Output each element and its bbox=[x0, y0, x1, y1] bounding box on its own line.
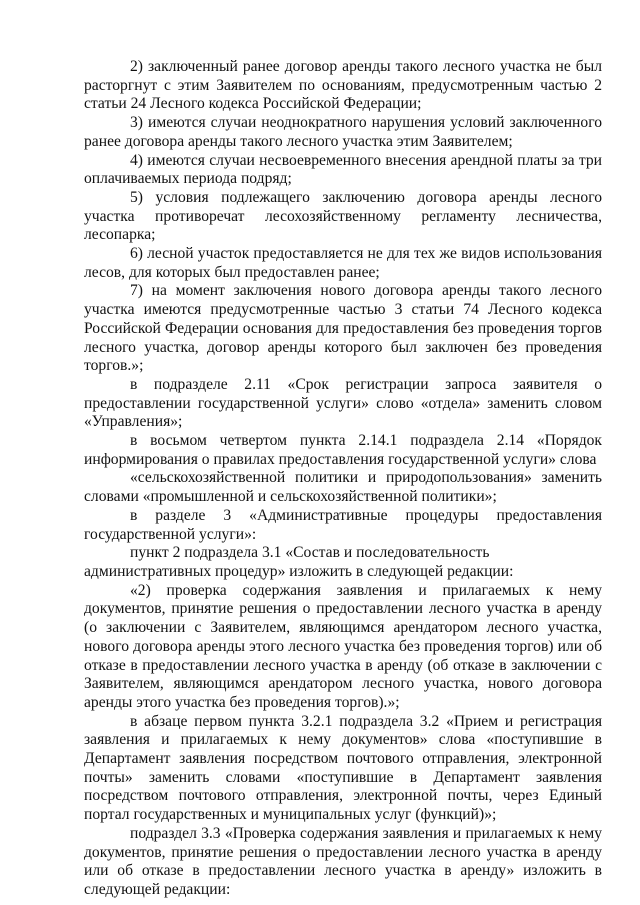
paragraph-replace-words: «сельскохозяйственной политики и природопользования» заменить словами «промышленной и сельскохозяйственной политики»; bbox=[84, 469, 602, 506]
paragraph-subsection-2-14: в восьмом четвертом пункта 2.14.1 подраздела 2.14 «Порядок информирования о правилах предоставления государственной услуги» слова bbox=[84, 432, 602, 468]
paragraph-new-item-2: «2) проверка содержания заявления и прилагаемых к нему документов, принятие решения о предоставлении лесного участка в аренду (о заключении с Заявителем, являющимся арендатором лесного участка, нового договора аренды этого лесного участка без проведения торгов) или об отказе в предоставлении лесного участка в аренду (об отказе в заключении с Заявителем, являющимся арендатором лесного участка, нового договора аренды этого участка без проведения торгов).»; bbox=[84, 581, 602, 711]
paragraph-subsection-2-11: в подразделе 2.11 «Срок регистрации запроса заявителя о предоставлении государственной услуги» слово «отдела» заменить словом «Управления»; bbox=[84, 375, 602, 431]
paragraph-item-7: 7) на момент заключения нового договора аренды такого лесного участка имеются предусмотренные частью 3 статьи 74 Лесного кодекса Российской Федерации основания для предоставления без проведения торгов лесного участка, договор аренды которого был заключен без проведения торгов.»; bbox=[84, 282, 602, 375]
paragraph-subsection-3-1: пункт 2 подраздела 3.1 «Состав и последовательность bbox=[130, 544, 490, 562]
paragraph-section-3: в разделе 3 «Административные процедуры предоставления государственной услуги»: bbox=[84, 506, 602, 543]
paragraph-item-6: 6) лесной участок предоставляется не для тех же видов использования лесов, для которых был предоставлен ранее; bbox=[84, 245, 602, 281]
paragraph-subsection-3-1-continued: административных процедур» изложить в следующей редакции: bbox=[84, 562, 514, 580]
paragraph-item-4: 4) имеются случаи несвоевременного внесения арендной платы за три оплачиваемых периода подряд; bbox=[84, 151, 602, 188]
paragraph-item-2: 2) заключенный ранее договор аренды такого лесного участка не был расторгнут с этим Заявителем по основаниям, предусмотренным частью 2 статьи 24 Лесного кодекса Российской Федерации; bbox=[84, 58, 602, 113]
document-page bbox=[84, 58, 602, 900]
paragraph-item-5: 5) условия подлежащего заключению договора аренды лесного участка противоречат лесохозяйственному регламенту лесничества, лесопарка; bbox=[84, 188, 602, 244]
paragraph-item-3: 3) имеются случаи неоднократного нарушения условий заключенного ранее договора аренды такого лесного участка этим Заявителем; bbox=[84, 114, 602, 150]
paragraph-subsection-3-2: в абзаце первом пункта 3.2.1 подраздела 3.2 «Прием и регистрация заявления и прилагаемых к нему документов» слова «поступившие в Департамент заявления посредством почтового отправления, электронной почты» заменить словами «поступившие в Департамент заявления посредством почтового отправления, электронной почты, через Единый портал государственных и муниципальных услуг (функций)»; bbox=[84, 712, 602, 824]
paragraph-subsection-3-3: подраздел 3.3 «Проверка содержания заявления и прилагаемых к нему документов, принятие решения о предоставлении лесного участка в аренду или об отказе в предоставлении лесного участка в аренду» изложить в следующей редакции: bbox=[84, 824, 602, 898]
